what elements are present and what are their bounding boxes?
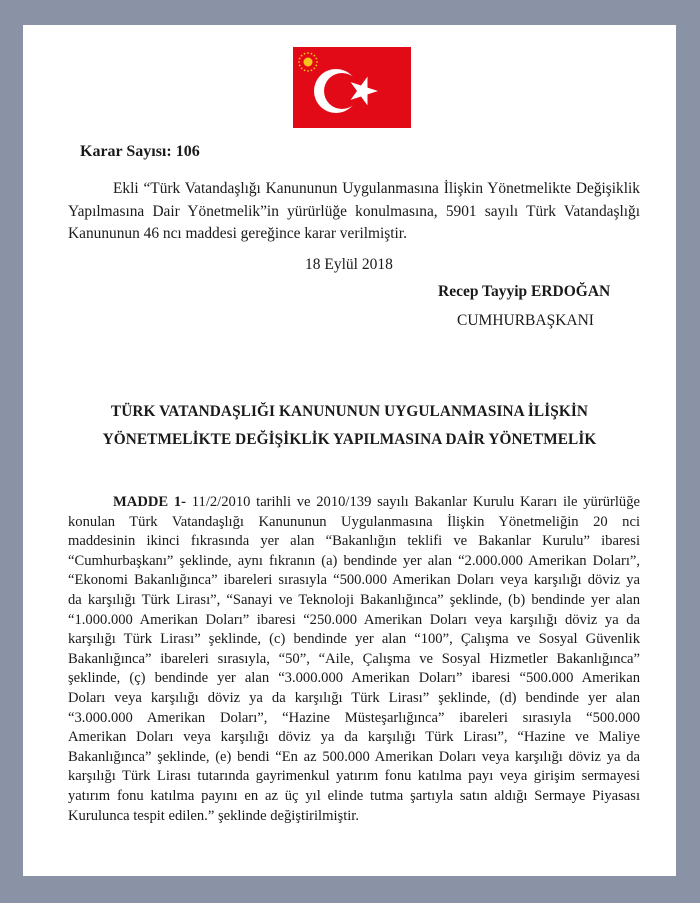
regulation-title-line: YÖNETMELİKTE DEĞİŞİKLİK YAPILMASINA DAİR YÖNETMELİK xyxy=(102,431,597,448)
article-line: “Cumhurbaşkanı” şeklinde, aynı fıkranın (a) bendinde yer alan “2.000.000 Amerikan Doları”, xyxy=(68,552,640,569)
article-line: MADDE 1- 11/2/2010 tarihli ve 2010/139 sayılı Bakanlar Kurulu Kararı ile yürürlüğe xyxy=(113,494,640,510)
sun-star-icon xyxy=(304,53,306,55)
decision-date: 18 Eylül 2018 xyxy=(305,256,393,273)
article-line: Amerikan Doları veya karşılığı döviz ya da karşılığı Türk Lirası”, “Hazine ve Maliye xyxy=(68,729,640,746)
sun-star-icon xyxy=(298,61,300,63)
article-line: konulan Türk Vatandaşlığı Kanununun Uygulanmasına İlişkin Yönetmeliğin 20 nci xyxy=(68,513,640,530)
signer-name: Recep Tayyip ERDOĞAN xyxy=(438,283,611,300)
article-line: Bakanlığınca” ibareleri sırasıyla, “50”, “Aile, Çalışma ve Sosyal Hizmetler Bakanlığınca” xyxy=(68,650,640,667)
article-1-text xyxy=(68,493,640,826)
sun-star-icon xyxy=(315,65,317,67)
intro-paragraph: Ekli “Türk Vatandaşlığı Kanununun Uygulanmasına İlişkin Yönetmelikte Değişiklik Yapılmasına Dair Yönetmelik”in yürürlüğe konulmasına, 5901 sayılı Türk Vatandaşlığı Kanununun 46 ncı maddesi gereğince karar verilmiştir. xyxy=(68,180,640,242)
sun-star-icon xyxy=(311,53,313,55)
article-line: “3.000.000 Amerikan Doları”, “Hazine Müsteşarlığınca” ibareleri sırasıyla “500.000 xyxy=(68,709,640,726)
sun-star-icon xyxy=(307,70,309,72)
article-line: da karşılığı Türk Lirası”, “Sanayi ve Teknoloji Bakanlığınca” şeklinde, (b) bendinde yer alan xyxy=(68,591,640,608)
article-line: Bakanlığınca” şeklinde, (e) bendi “En az 500.000 Amerikan Doları veya karşılığı döviz ya da xyxy=(68,748,640,765)
sun-star-icon xyxy=(313,55,315,57)
article-line: “1.000.000 Amerikan Doları” ibaresi “250.000 Amerikan Doları veya karşılığı döviz ya da xyxy=(68,611,640,628)
decision-number: Karar Sayısı: 106 xyxy=(80,143,200,160)
regulation-title xyxy=(23,398,676,454)
article-line: şeklinde, (ç) bendinde yer alan “3.000.000 Amerikan Doları” ibaresi “500.000 Amerikan xyxy=(68,670,640,687)
signer-title: CUMHURBAŞKANI xyxy=(457,312,594,329)
article-line: yatırım fonu katılma payını en az üç yıl elinde tutma şartıyla satın aldığı Sermaye Piyasası xyxy=(68,787,640,804)
sun-star-icon xyxy=(316,61,318,63)
document-page xyxy=(23,25,676,876)
article-line: Kurulunca tespit edilen.” şeklinde değiştirilmiştir. xyxy=(68,807,360,824)
regulation-title-line: TÜRK VATANDAŞLIĞI KANUNUNUN UYGULANMASINA İLİŞKİN xyxy=(110,403,589,420)
article-line: maddesinin ikinci fıkrasında yer alan “Bakanlığın teklifi ve Bakanlar Kurulu” ibaresi xyxy=(68,533,640,550)
sun-star-icon xyxy=(307,52,309,54)
sun-star-icon xyxy=(313,67,315,69)
sun-star-icon xyxy=(299,58,301,60)
sun-star-icon xyxy=(315,58,317,60)
article-line: karşılığı Türk Lirası tutarında gayrimenkul yatırım fonu katılma payı veya girişim sermayesi xyxy=(68,768,640,785)
sun-star-icon xyxy=(299,65,301,67)
sun-star-icon xyxy=(304,69,306,71)
presidential-standard-flag-icon xyxy=(293,47,411,128)
article-line: Doları veya karşılığı döviz ya da karşılığı Türk Lirası” şeklinde, (d) bendinde yer alan xyxy=(68,689,640,706)
article-line: karşılığı Türk Lirası” şeklinde, (c) bendinde yer alan “100”, Çalışma ve Sosyal Güvenlik xyxy=(68,631,640,648)
article-line: “Ekonomi Bakanlığınca” ibareleri sırasıyla “500.000 Amerikan Doları veya karşılığı döviz ya xyxy=(68,572,640,589)
sun-star-icon xyxy=(311,69,313,71)
sun-star-icon xyxy=(301,67,303,69)
sun-star-icon xyxy=(301,55,303,57)
article-label: MADDE 1- xyxy=(113,494,187,510)
